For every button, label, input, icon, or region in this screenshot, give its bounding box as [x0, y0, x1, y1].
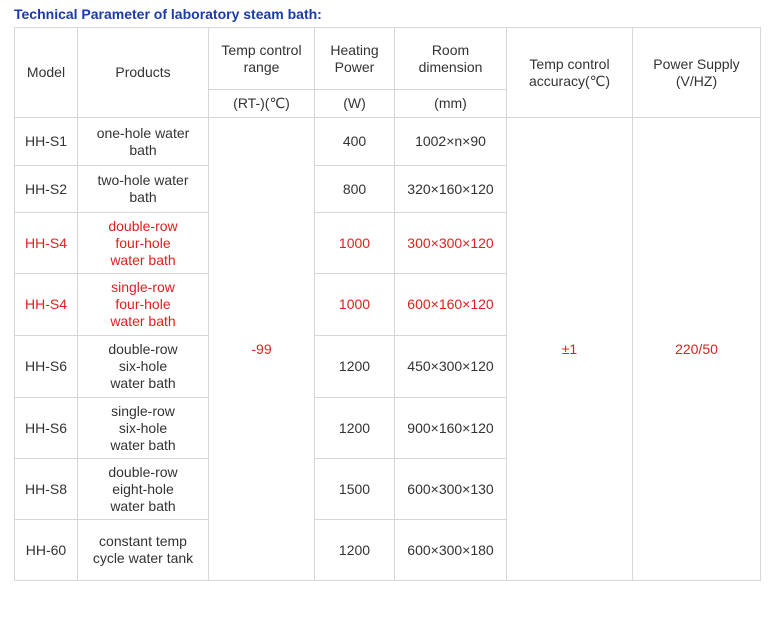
product-cell: single-row four-hole water bath	[78, 274, 209, 336]
model-cell: HH-S4	[15, 274, 78, 336]
dimension-cell: 600×300×130	[395, 459, 507, 520]
dimension-cell: 320×160×120	[395, 166, 507, 213]
product-cell: single-row six-hole water bath	[78, 398, 209, 459]
header-heating-power: Heating Power	[315, 28, 395, 90]
heating-power-cell: 1200	[315, 336, 395, 398]
heating-power-cell: 400	[315, 118, 395, 166]
heating-power-cell: 1000	[315, 213, 395, 274]
model-cell: HH-S6	[15, 336, 78, 398]
accuracy-cell: ±1	[507, 118, 633, 581]
header-products: Products	[78, 28, 209, 118]
header-power-supply: Power Supply (V/HZ)	[633, 28, 761, 118]
heating-power-cell: 1200	[315, 520, 395, 581]
header-heating-power-unit: (W)	[315, 90, 395, 118]
model-cell: HH-S1	[15, 118, 78, 166]
dimension-cell: 900×160×120	[395, 398, 507, 459]
dimension-cell: 1002×n×90	[395, 118, 507, 166]
header-temp-range-unit: (RT-)(℃)	[209, 90, 315, 118]
header-model: Model	[15, 28, 78, 118]
heating-power-cell: 1500	[315, 459, 395, 520]
heating-power-cell: 1000	[315, 274, 395, 336]
dimension-cell: 450×300×120	[395, 336, 507, 398]
heating-power-cell: 1200	[315, 398, 395, 459]
product-cell: double-row eight-hole water bath	[78, 459, 209, 520]
spec-table	[14, 27, 761, 581]
power-supply-cell: 220/50	[633, 118, 761, 581]
table-title: Technical Parameter of laboratory steam bath:	[14, 6, 322, 22]
product-cell: double-row four-hole water bath	[78, 213, 209, 274]
model-cell: HH-S8	[15, 459, 78, 520]
header-row	[15, 28, 761, 90]
header-room-dimension: Room dimension	[395, 28, 507, 90]
dimension-cell: 600×300×180	[395, 520, 507, 581]
header-room-dimension-unit: (mm)	[395, 90, 507, 118]
model-cell: HH-S4	[15, 213, 78, 274]
model-cell: HH-S2	[15, 166, 78, 213]
product-cell: two-hole water bath	[78, 166, 209, 213]
header-temp-range: Temp control range	[209, 28, 315, 90]
model-cell: HH-S6	[15, 398, 78, 459]
temp-range-cell: -99	[209, 118, 315, 581]
dimension-cell: 600×160×120	[395, 274, 507, 336]
product-cell: double-row six-hole water bath	[78, 336, 209, 398]
product-cell: one-hole water bath	[78, 118, 209, 166]
product-cell: constant temp cycle water tank	[78, 520, 209, 581]
heating-power-cell: 800	[315, 166, 395, 213]
table-row	[15, 118, 761, 166]
model-cell: HH-60	[15, 520, 78, 581]
dimension-cell: 300×300×120	[395, 213, 507, 274]
header-accuracy: Temp control accuracy(℃)	[507, 28, 633, 118]
